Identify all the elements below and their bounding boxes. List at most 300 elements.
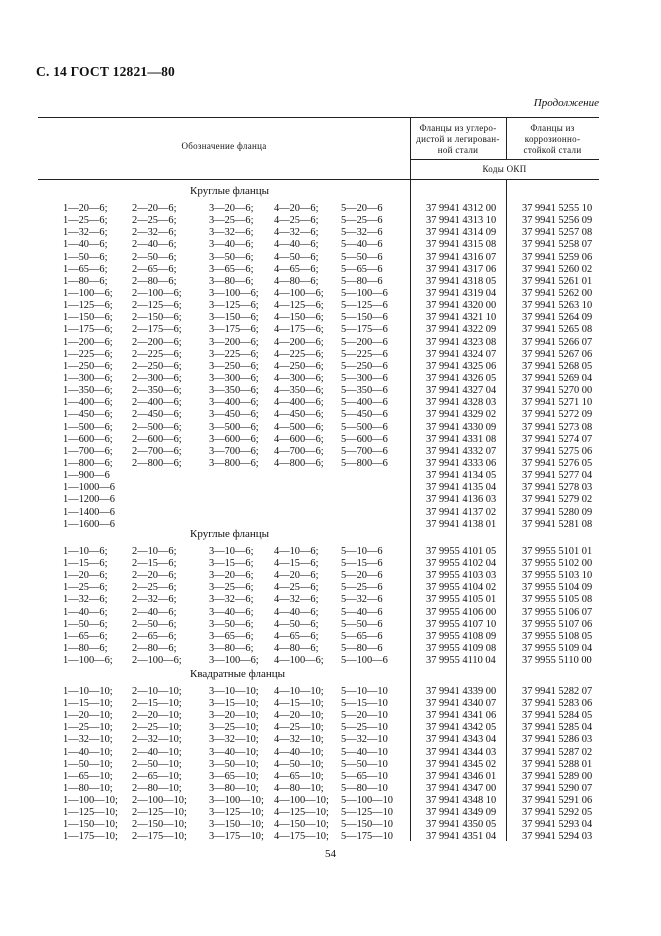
okp-code-corrosion: 37 9941 5276 05 (522, 457, 593, 469)
designation-type-4: 4—25—6; (274, 215, 319, 227)
designation-type-2: 2—175—10; (132, 831, 187, 843)
designation-type-3: 3—200—6; (209, 336, 259, 348)
okp-code-carbon: 37 9955 4101 05 (426, 546, 497, 557)
designation-type-2: 2—450—6; (132, 409, 182, 421)
okp-code-carbon: 37 9941 4340 07 (426, 698, 497, 710)
designation-type-4: 4—80—10; (274, 782, 324, 794)
designation-type-5: 5—40—6 (341, 239, 383, 251)
okp-code-carbon: 37 9955 4108 09 (426, 630, 497, 642)
table-row (38, 582, 599, 594)
header-carbon-steel (410, 123, 506, 156)
designation-type-5: 5—100—6 (341, 654, 388, 666)
designation-type-2: 2—32—6; (132, 594, 177, 606)
designation-type-3: 3—80—6; (209, 275, 254, 287)
table-row (38, 434, 599, 446)
designation-type-3: 3—32—6; (209, 227, 254, 239)
okp-code-carbon: 37 9941 4136 03 (426, 494, 497, 506)
designation-type-4: 4—175—10; (274, 831, 329, 843)
designation-type-5: 5—40—10 (341, 746, 388, 758)
table-row (38, 288, 599, 300)
designation-type-1: 1—400—6; (63, 397, 113, 409)
designation-type-2: 2—100—6; (132, 287, 182, 299)
table-row (38, 373, 599, 385)
designation-type-3: 3—450—6; (209, 409, 259, 421)
header-okp-codes: Коды ОКП (482, 164, 527, 174)
designation-type-1: 1—40—10; (63, 746, 113, 758)
okp-code-corrosion: 37 9941 5275 06 (522, 445, 593, 457)
designation-type-4: 4—10—6; (274, 546, 319, 557)
table-row (38, 324, 599, 336)
designation-type-3: 3—100—6; (209, 287, 259, 299)
okp-code-corrosion: 37 9941 5294 03 (522, 831, 593, 843)
designation-type-1: 1—32—10; (63, 734, 113, 746)
designation-type-3: 3—100—10; (209, 794, 264, 806)
table-row (38, 710, 599, 722)
designation-type-1: 1—700—6; (63, 445, 113, 457)
okp-code-corrosion: 37 9955 5102 00 (522, 558, 593, 570)
table-row (38, 300, 599, 312)
okp-code-corrosion: 37 9941 5286 03 (522, 734, 593, 746)
okp-code-corrosion: 37 9955 5105 08 (522, 594, 593, 606)
okp-code-corrosion: 37 9955 5104 09 (522, 582, 593, 594)
designation-type-3: 3—65—6; (209, 630, 254, 642)
table-row (38, 722, 599, 734)
designation-type-1: 1—20—6; (63, 570, 108, 582)
designation-type-3: 3—15—6; (209, 558, 254, 570)
designation-type-5: 5—150—6 (341, 312, 388, 324)
designation-type-1: 1—1400—6 (63, 506, 115, 518)
designation-type-2: 2—100—10; (132, 794, 187, 806)
designation-type-2: 2—100—6; (132, 654, 182, 666)
designation-type-4: 4—100—10; (274, 794, 329, 806)
designation-type-4: 4—15—10; (274, 698, 324, 710)
designation-type-3: 3—700—6; (209, 445, 259, 457)
designation-type-2: 2—400—6; (132, 397, 182, 409)
okp-code-carbon: 37 9941 4333 06 (426, 457, 497, 469)
designation-type-3: 3—80—6; (209, 642, 254, 654)
okp-code-carbon: 37 9941 4344 03 (426, 746, 497, 758)
table-row (38, 239, 599, 251)
okp-code-carbon: 37 9941 4349 09 (426, 807, 497, 818)
table-row (38, 698, 599, 710)
designation-type-5: 5—50—6 (341, 251, 383, 263)
designation-type-5: 5—800—6 (341, 457, 388, 469)
okp-code-carbon: 37 9941 4313 10 (426, 215, 497, 227)
designation-type-3: 3—50—10; (209, 758, 259, 770)
designation-type-2: 2—800—6; (132, 457, 182, 469)
designation-type-4: 4—350—6; (274, 385, 324, 397)
table-row (38, 570, 599, 582)
designation-type-5: 5—10—6 (341, 546, 383, 557)
designation-type-4: 4—20—10; (274, 710, 324, 722)
designation-type-2: 2—125—6; (132, 300, 182, 312)
header-designation: Обозначение фланца (181, 141, 267, 151)
table-row (38, 783, 599, 795)
designation-type-1: 1—32—6; (63, 227, 108, 239)
designation-type-3: 3—25—10; (209, 722, 259, 734)
okp-code-carbon: 37 9941 4323 08 (426, 336, 497, 348)
designation-type-5: 5—25—6 (341, 215, 383, 227)
designation-type-3: 3—40—10; (209, 746, 259, 758)
header-carbon-line-3: ной стали (437, 145, 479, 155)
designation-type-1: 1—100—6; (63, 654, 113, 666)
okp-code-corrosion: 37 9941 5278 03 (522, 482, 593, 494)
designation-type-3: 3—175—10; (209, 831, 264, 843)
designation-type-3: 3—65—6; (209, 263, 254, 275)
table-row (38, 422, 599, 434)
designation-type-4: 4—50—6; (274, 618, 319, 630)
table-row (38, 686, 599, 698)
designation-type-1: 1—50—10; (63, 758, 113, 770)
table-row (38, 215, 599, 227)
okp-code-corrosion: 37 9955 5108 05 (522, 630, 593, 642)
okp-code-corrosion: 37 9941 5269 04 (522, 372, 593, 384)
okp-code-corrosion: 37 9941 5262 00 (522, 287, 593, 299)
designation-type-5: 5—200—6 (341, 336, 388, 348)
designation-type-2: 2—125—10; (132, 807, 187, 818)
section-title: Круглые фланцы (190, 528, 270, 540)
designation-type-5: 5—300—6 (341, 372, 388, 384)
header-corrosion-line-3: стойкой стали (523, 145, 582, 155)
table-row (38, 361, 599, 373)
table-row (38, 546, 599, 558)
section-title: Квадратные фланцы (190, 668, 286, 680)
designation-type-2: 2—32—6; (132, 227, 177, 239)
okp-code-carbon: 37 9955 4103 03 (426, 570, 497, 582)
designation-type-4: 4—150—10; (274, 819, 329, 831)
designation-type-3: 3—800—6; (209, 457, 259, 469)
okp-code-carbon: 37 9941 4312 00 (426, 203, 497, 214)
designation-type-1: 1—80—10; (63, 782, 113, 794)
designation-type-4: 4—400—6; (274, 397, 324, 409)
okp-code-carbon: 37 9955 4104 02 (426, 582, 497, 594)
okp-code-carbon: 37 9941 4327 04 (426, 385, 497, 397)
designation-type-2: 2—300—6; (132, 372, 182, 384)
okp-code-carbon: 37 9941 4314 09 (426, 227, 497, 239)
designation-type-2: 2—80—6; (132, 275, 177, 287)
okp-code-carbon: 37 9941 4347 00 (426, 782, 497, 794)
okp-code-carbon: 37 9941 4326 05 (426, 372, 497, 384)
designation-type-5: 5—175—10 (341, 831, 393, 843)
designation-type-5: 5—20—10 (341, 710, 388, 722)
designation-type-3: 3—50—6; (209, 618, 254, 630)
designation-type-4: 4—50—10; (274, 758, 324, 770)
okp-code-carbon: 37 9941 4322 09 (426, 324, 497, 336)
designation-type-1: 1—350—6; (63, 385, 113, 397)
okp-code-corrosion: 37 9955 5103 10 (522, 570, 593, 582)
table-row (38, 619, 599, 631)
designation-type-3: 3—25—6; (209, 582, 254, 594)
okp-code-carbon: 37 9941 4318 05 (426, 275, 497, 287)
okp-code-corrosion: 37 9955 5107 06 (522, 618, 593, 630)
designation-type-5: 5—25—6 (341, 582, 383, 594)
designation-type-4: 4—100—6; (274, 287, 324, 299)
okp-code-corrosion: 37 9941 5292 05 (522, 807, 593, 818)
okp-code-carbon: 37 9955 4106 00 (426, 606, 497, 618)
designation-type-2: 2—32—10; (132, 734, 182, 746)
designation-type-2: 2—80—6; (132, 642, 177, 654)
designation-type-5: 5—100—6 (341, 287, 388, 299)
okp-code-carbon: 37 9941 4324 07 (426, 348, 497, 360)
designation-type-3: 3—65—10; (209, 770, 259, 782)
okp-code-corrosion: 37 9941 5280 09 (522, 506, 593, 518)
table-row (38, 276, 599, 288)
designation-type-1: 1—175—10; (63, 831, 118, 843)
designation-type-1: 1—25—10; (63, 722, 113, 734)
designation-type-4: 4—65—6; (274, 263, 319, 275)
table-row (38, 631, 599, 643)
designation-type-5: 5—65—10 (341, 770, 388, 782)
table-top-rule (38, 117, 599, 118)
designation-type-3: 3—225—6; (209, 348, 259, 360)
okp-code-carbon: 37 9941 4342 05 (426, 722, 497, 734)
okp-code-carbon: 37 9941 4135 04 (426, 482, 497, 494)
designation-type-1: 1—900—6 (63, 470, 110, 482)
designation-type-2: 2—10—6; (132, 546, 177, 557)
okp-code-carbon: 37 9941 4345 02 (426, 758, 497, 770)
designation-type-1: 1—500—6; (63, 421, 113, 433)
designation-type-1: 1—1600—6 (63, 518, 115, 530)
designation-type-1: 1—65—6; (63, 630, 108, 642)
designation-type-5: 5—100—10 (341, 794, 393, 806)
designation-type-4: 4—800—6; (274, 457, 324, 469)
table-row (38, 494, 599, 506)
designation-type-1: 1—40—6; (63, 239, 108, 251)
designation-type-3: 3—400—6; (209, 397, 259, 409)
designation-type-4: 4—20—6; (274, 203, 319, 214)
designation-type-1: 1—300—6; (63, 372, 113, 384)
table-row (38, 607, 599, 619)
designation-type-4: 4—200—6; (274, 336, 324, 348)
table-row (38, 252, 599, 264)
okp-code-carbon: 37 9941 4332 07 (426, 445, 497, 457)
designation-type-4: 4—50—6; (274, 251, 319, 263)
designation-type-1: 1—150—6; (63, 312, 113, 324)
designation-type-3: 3—500—6; (209, 421, 259, 433)
okp-code-carbon: 37 9941 4137 02 (426, 506, 497, 518)
okp-code-corrosion: 37 9941 5267 06 (522, 348, 593, 360)
designation-type-2: 2—80—10; (132, 782, 182, 794)
table-row (38, 507, 599, 519)
okp-code-corrosion: 37 9955 5110 00 (522, 654, 592, 666)
okp-code-carbon: 37 9941 4339 00 (426, 686, 497, 697)
table-row (38, 409, 599, 421)
designation-type-4: 4—15—6; (274, 558, 319, 570)
designation-type-3: 3—250—6; (209, 360, 259, 372)
designation-type-5: 5—500—6 (341, 421, 388, 433)
designation-type-3: 3—150—10; (209, 819, 264, 831)
designation-type-4: 4—125—6; (274, 300, 324, 312)
designation-type-5: 5—250—6 (341, 360, 388, 372)
okp-code-corrosion: 37 9941 5274 07 (522, 433, 593, 445)
designation-type-2: 2—700—6; (132, 445, 182, 457)
okp-code-carbon: 37 9941 4341 06 (426, 710, 497, 722)
table-row (38, 771, 599, 783)
designation-type-1: 1—25—6; (63, 215, 108, 227)
designation-type-2: 2—175—6; (132, 324, 182, 336)
designation-type-4: 4—300—6; (274, 372, 324, 384)
designation-type-1: 1—125—6; (63, 300, 113, 312)
designation-type-3: 3—350—6; (209, 385, 259, 397)
designation-type-4: 4—32—6; (274, 594, 319, 606)
okp-code-corrosion: 37 9941 5263 10 (522, 300, 593, 312)
designation-type-1: 1—100—6; (63, 287, 113, 299)
designation-type-1: 1—150—10; (63, 819, 118, 831)
designation-type-2: 2—20—6; (132, 203, 177, 214)
okp-code-carbon: 37 9955 4107 10 (426, 618, 497, 630)
designation-type-4: 4—65—10; (274, 770, 324, 782)
okp-code-carbon: 37 9941 4320 00 (426, 300, 497, 312)
designation-type-1: 1—20—10; (63, 710, 113, 722)
okp-code-carbon: 37 9941 4316 07 (426, 251, 497, 263)
designation-type-3: 3—125—10; (209, 807, 264, 818)
designation-type-3: 3—80—10; (209, 782, 259, 794)
okp-code-carbon: 37 9955 4102 04 (426, 558, 497, 570)
designation-type-5: 5—20—6 (341, 203, 383, 214)
designation-type-4: 4—225—6; (274, 348, 324, 360)
okp-code-carbon: 37 9955 4109 08 (426, 642, 497, 654)
okp-code-carbon: 37 9941 4319 04 (426, 287, 497, 299)
designation-type-1: 1—40—6; (63, 606, 108, 618)
okp-code-corrosion: 37 9941 5268 05 (522, 360, 593, 372)
table-row (38, 819, 599, 831)
okp-code-corrosion: 37 9941 5285 04 (522, 722, 593, 734)
designation-type-1: 1—65—6; (63, 263, 108, 275)
designation-type-3: 3—10—10; (209, 686, 259, 697)
okp-code-corrosion: 37 9941 5271 10 (522, 397, 593, 409)
okp-code-corrosion: 37 9941 5283 06 (522, 698, 593, 710)
designation-type-3: 3—20—6; (209, 570, 254, 582)
okp-code-carbon: 37 9941 4331 08 (426, 433, 497, 445)
table-row (38, 446, 599, 458)
designation-type-1: 1—80—6; (63, 642, 108, 654)
okp-code-corrosion: 37 9941 5259 06 (522, 251, 593, 263)
designation-type-5: 5—80—6 (341, 642, 383, 654)
designation-type-5: 5—15—6 (341, 558, 383, 570)
designation-type-3: 3—300—6; (209, 372, 259, 384)
designation-type-5: 5—80—10 (341, 782, 388, 794)
okp-code-corrosion: 37 9941 5289 00 (522, 770, 593, 782)
designation-type-3: 3—40—6; (209, 606, 254, 618)
okp-code-carbon: 37 9941 4315 08 (426, 239, 497, 251)
designation-type-1: 1—10—10; (63, 686, 113, 697)
designation-type-4: 4—80—6; (274, 275, 319, 287)
designation-type-5: 5—125—6 (341, 300, 388, 312)
table-row (38, 747, 599, 759)
designation-type-5: 5—150—10 (341, 819, 393, 831)
table-row (38, 655, 599, 667)
okp-code-corrosion: 37 9941 5272 09 (522, 409, 593, 421)
designation-type-1: 1—80—6; (63, 275, 108, 287)
designation-type-2: 2—40—6; (132, 239, 177, 251)
designation-type-3: 3—125—6; (209, 300, 259, 312)
table-row (38, 759, 599, 771)
designation-type-1: 1—15—6; (63, 558, 108, 570)
okp-code-carbon: 37 9941 4329 02 (426, 409, 497, 421)
header-corrosion-line-2: коррозионно- (524, 134, 581, 144)
okp-code-carbon: 37 9941 4330 09 (426, 421, 497, 433)
designation-type-2: 2—25—10; (132, 722, 182, 734)
table-row (38, 795, 599, 807)
okp-code-corrosion: 37 9941 5291 06 (522, 794, 593, 806)
designation-type-2: 2—65—6; (132, 630, 177, 642)
table-row (38, 643, 599, 655)
designation-type-3: 3—175—6; (209, 324, 259, 336)
designation-type-1: 1—225—6; (63, 348, 113, 360)
designation-type-5: 5—32—6 (341, 227, 383, 239)
designation-type-2: 2—40—6; (132, 606, 177, 618)
designation-type-5: 5—32—6 (341, 594, 383, 606)
okp-code-corrosion: 37 9941 5273 08 (522, 421, 593, 433)
designation-type-3: 3—40—6; (209, 239, 254, 251)
continuation-label: Продолжение (533, 97, 599, 109)
designation-type-4: 4—125—10; (274, 807, 329, 818)
okp-code-corrosion: 37 9941 5261 01 (522, 275, 593, 287)
table-row (38, 594, 599, 606)
okp-code-carbon: 37 9955 4105 01 (426, 594, 497, 606)
designation-type-4: 4—150—6; (274, 312, 324, 324)
okp-code-corrosion: 37 9941 5255 10 (522, 203, 593, 214)
designation-type-5: 5—350—6 (341, 385, 388, 397)
designation-type-2: 2—20—10; (132, 710, 182, 722)
designation-type-3: 3—32—6; (209, 594, 254, 606)
okp-code-corrosion: 37 9955 5109 04 (522, 642, 593, 654)
designation-type-2: 2—150—6; (132, 312, 182, 324)
designation-type-1: 1—32—6; (63, 594, 108, 606)
designation-type-2: 2—10—10; (132, 686, 182, 697)
designation-type-5: 5—125—10 (341, 807, 393, 818)
table-row (38, 458, 599, 470)
designation-type-1: 1—25—6; (63, 582, 108, 594)
okp-code-corrosion: 37 9941 5287 02 (522, 746, 593, 758)
okp-code-carbon: 37 9941 4351 04 (426, 831, 497, 843)
designation-type-1: 1—1200—6 (63, 494, 115, 506)
designation-type-1: 1—50—6; (63, 618, 108, 630)
okp-code-carbon: 37 9941 4328 03 (426, 397, 497, 409)
okp-code-carbon: 37 9941 4350 05 (426, 819, 497, 831)
designation-type-5: 5—80—6 (341, 275, 383, 287)
designation-type-5: 5—40—6 (341, 606, 383, 618)
okp-code-carbon: 37 9941 4317 06 (426, 263, 497, 275)
table-row (38, 470, 599, 482)
designation-type-4: 4—100—6; (274, 654, 324, 666)
table-row (38, 519, 599, 531)
designation-type-2: 2—25—6; (132, 582, 177, 594)
okp-code-corrosion: 37 9941 5260 02 (522, 263, 593, 275)
header-carbon-line-2: дистой и легирован- (416, 134, 500, 144)
designation-type-5: 5—32—10 (341, 734, 388, 746)
okp-code-carbon: 37 9941 4343 04 (426, 734, 497, 746)
header-bottom-rule (38, 179, 599, 180)
table-row (38, 831, 599, 843)
designation-type-2: 2—15—10; (132, 698, 182, 710)
designation-type-1: 1—450—6; (63, 409, 113, 421)
designation-type-4: 4—700—6; (274, 445, 324, 457)
designation-type-2: 2—200—6; (132, 336, 182, 348)
designation-type-4: 4—65—6; (274, 630, 319, 642)
designation-type-3: 3—100—6; (209, 654, 259, 666)
table-row (38, 337, 599, 349)
designation-type-5: 5—600—6 (341, 433, 388, 445)
designation-type-1: 1—50—6; (63, 251, 108, 263)
designation-type-2: 2—15—6; (132, 558, 177, 570)
designation-type-4: 4—10—10; (274, 686, 324, 697)
designation-type-5: 5—225—6 (341, 348, 388, 360)
designation-type-3: 3—32—10; (209, 734, 259, 746)
designation-type-2: 2—20—6; (132, 570, 177, 582)
designation-type-4: 4—600—6; (274, 433, 324, 445)
designation-type-4: 4—80—6; (274, 642, 319, 654)
